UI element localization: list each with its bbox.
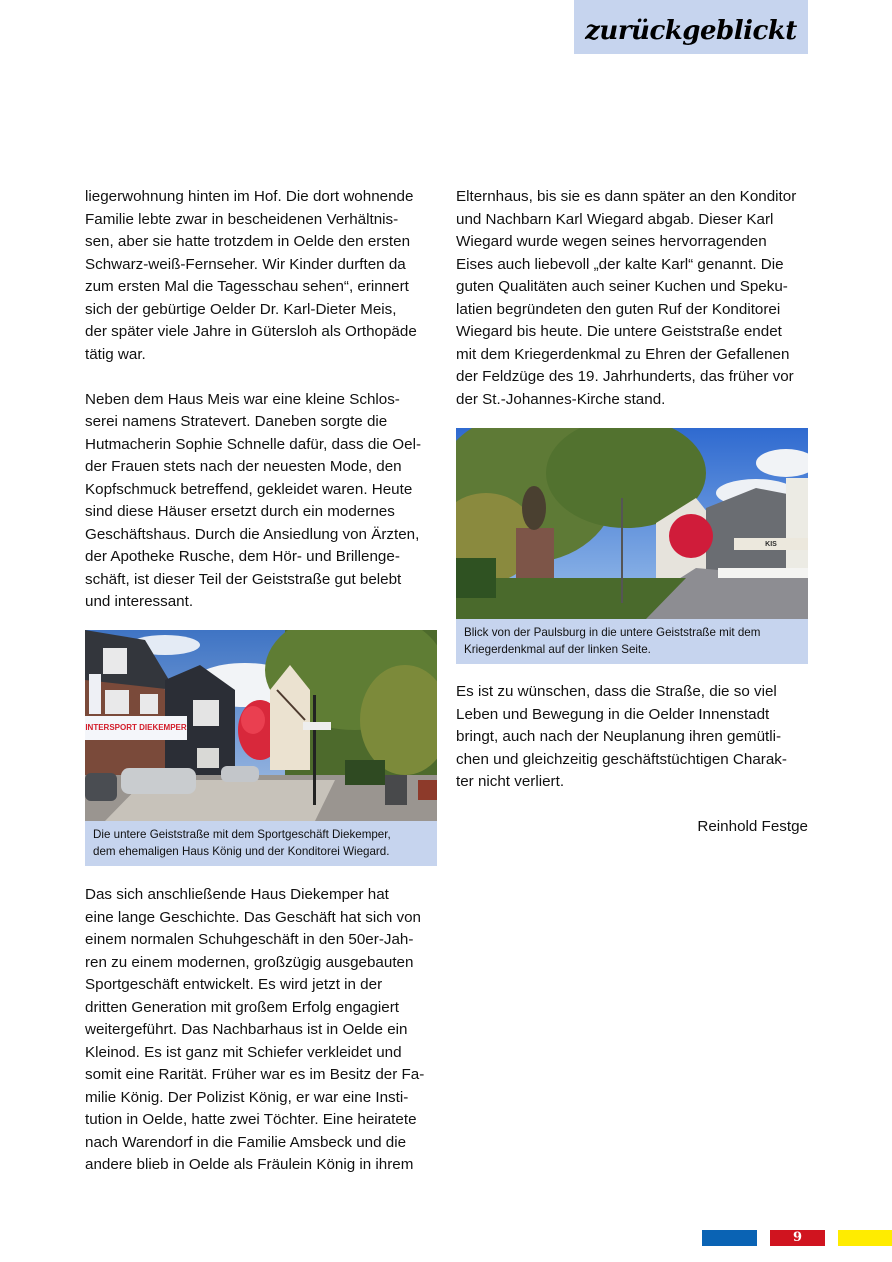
right-column-lower <box>456 681 808 794</box>
text-line: schäft, ist dieser Teil der Geiststraße gut belebt <box>85 570 402 588</box>
text-line: Eises auch liebevoll „der kalte Karl“ genannt. Die <box>456 255 784 273</box>
text-line: ter nicht verliert. <box>456 773 565 790</box>
text-line: und Nachbarn Karl Wiegard abgab. Dieser Karl <box>456 210 774 228</box>
figure-caption <box>85 821 437 866</box>
text-line: dritten Generation mit großem Erfolg engagiert <box>85 998 400 1016</box>
footer-yellow-bar <box>838 1230 892 1246</box>
text-line: Das sich anschließende Haus Diekemper hat <box>85 886 389 903</box>
text-line: weitergeführt. Das Nachbarhaus ist in Oelde ein <box>85 1021 408 1038</box>
text-line: Leben und Bewegung in die Oelder Innenstadt <box>456 705 770 723</box>
paragraph-5 <box>456 681 808 794</box>
paragraph-4 <box>456 186 808 411</box>
text-line: tution in Oelde, hatte zwei Töchter. Eine heiratete <box>85 1111 417 1128</box>
text-line: Schwarz-weiß-Fernseher. Wir Kinder durften da <box>85 255 406 273</box>
text-line: Geschäftshaus. Durch die Ansiedlung von Ärzten, <box>85 525 420 543</box>
text-line: Familie lebte zwar in bescheidenen Verhältnis- <box>85 210 399 228</box>
left-column-lower <box>85 884 437 1177</box>
left-column <box>85 186 437 614</box>
text-line: nach Warendorf in die Familie Amsbeck und die <box>85 1133 407 1151</box>
text-line: serei namens Stratevert. Daneben sorgte die <box>85 413 388 430</box>
text-line: Kleinod. Es ist ganz mit Schiefer verkleidet und <box>85 1043 402 1061</box>
paragraph-2 <box>85 389 437 614</box>
text-line: liegerwohnung hinten im Hof. Die dort wohnende <box>85 188 414 205</box>
figure-kriegerdenkmal <box>456 428 808 664</box>
text-line: Kopfschmuck betreffend, gekleidet waren. Heute <box>85 480 413 498</box>
caption-line: dem ehemaligen Haus König und der Konditorei Wiegard. <box>93 845 390 858</box>
text-line: der später viele Jahre in Gütersloh als Orthopäde <box>85 323 417 340</box>
text-line: der St.-Johannes-Kirche stand. <box>456 390 666 408</box>
text-line: der Apotheke Rusche, dem Hör- und Brillenge- <box>85 548 400 565</box>
text-line: der Feldzüge des 19. Jahrhunderts, das früher vor <box>456 368 794 385</box>
text-line: milie König. Der Polizist König, er war eine Insti- <box>85 1088 409 1106</box>
photo-geiststrasse-intersport <box>85 630 437 821</box>
text-line: bringt, auch nach der Neuplanung ihren gemütli- <box>456 728 782 745</box>
text-line: einem normalen Schuhgeschäft in den 50er-Jah- <box>85 931 414 948</box>
text-line: Wiegard bis heute. Die untere Geiststraße endet <box>456 323 782 340</box>
paragraph-1 <box>85 186 437 366</box>
kis-sign: KIS <box>765 540 777 548</box>
text-line: der Frauen stets nach der neuesten Mode, den <box>85 458 402 475</box>
intersport-sign: INTERSPORT DIEKEMPER <box>85 723 187 732</box>
author-signature: Reinhold Festge <box>697 818 808 835</box>
text-line: eine lange Geschichte. Das Geschäft hat sich von <box>85 908 422 926</box>
text-line: Es ist zu wünschen, dass die Straße, die so viel <box>456 683 777 700</box>
text-line: latien begründeten den guten Ruf der Konditorei <box>456 300 781 318</box>
text-line: sich der gebürtige Oelder Dr. Karl-Dieter Meis, <box>85 300 397 318</box>
text-line: mit dem Kriegerdenkmal zu Ehren der Gefallenen <box>456 345 790 363</box>
page-number: 9 <box>770 1230 825 1246</box>
photo-kriegerdenkmal <box>456 428 808 619</box>
text-line: Sportgeschäft entwickelt. Es wird jetzt in der <box>85 976 383 993</box>
text-line: andere blieb in Oelde als Fräulein König in ihrem <box>85 1156 414 1173</box>
text-line: tätig war. <box>85 345 146 363</box>
photo-drawing <box>456 428 808 619</box>
text-line: sen, aber sie hatte trotzdem in Oelde den ersten <box>85 233 411 250</box>
right-column <box>456 186 808 411</box>
text-line: somit eine Rarität. Früher war es im Besitz der Fa- <box>85 1066 425 1083</box>
paragraph-3 <box>85 884 437 1177</box>
caption-line: Die untere Geiststraße mit dem Sportgeschäft Diekemper, <box>93 828 391 841</box>
text-line: ren zu einem modernen, großzügig ausgebauten <box>85 953 414 971</box>
figure-caption <box>456 619 808 664</box>
text-line: sind diese Häuser ersetzt durch ein modernes <box>85 503 395 520</box>
text-line: und interessant. <box>85 593 194 610</box>
kis-sign-board <box>734 538 808 550</box>
caption-line: Kriegerdenkmal auf der linken Seite. <box>464 643 651 656</box>
section-header-tab <box>574 0 808 54</box>
section-title: zurückgeblickt <box>585 16 797 46</box>
text-line: Hutmacherin Sophie Schnelle dafür, dass die Oel- <box>85 435 422 453</box>
text-line: Neben dem Haus Meis war eine kleine Schlos- <box>85 390 400 408</box>
text-line: zum ersten Mal die Tagesschau sehen“, erinnert <box>85 278 409 295</box>
text-line: guten Qualitäten auch seiner Kuchen und Speku- <box>456 278 788 295</box>
caption-line: Blick von der Paulsburg in die untere Geiststraße mit dem <box>464 626 761 639</box>
text-line: chen und gleichzeitig geschäftstüchtigen Charak- <box>456 750 787 768</box>
intersport-sign-board <box>85 716 187 740</box>
text-line: Elternhaus, bis sie es dann später an den Konditor <box>456 188 797 205</box>
footer-blue-bar <box>702 1230 757 1246</box>
figure-intersport-street <box>85 630 437 866</box>
text-line: Wiegard wurde wegen seines hervorragenden <box>456 233 767 250</box>
